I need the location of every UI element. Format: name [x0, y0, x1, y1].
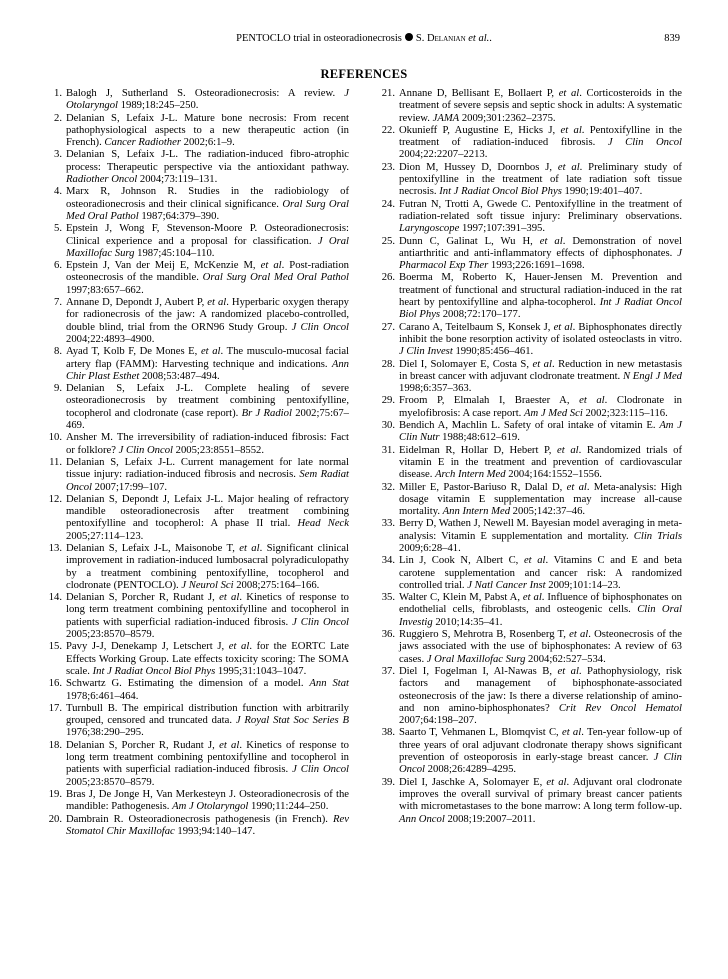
reference-item: [377, 199, 682, 236]
reference-number: 31.: [381, 444, 395, 456]
reference-item: [44, 703, 349, 740]
reference-journal: J Royal Stat Soc Series B: [235, 715, 349, 727]
reference-etal: et al: [539, 235, 563, 247]
reference-item: [44, 346, 349, 383]
reference-journal: J Oral Maxillofac Surg: [66, 235, 349, 259]
reference-journal: JAMA: [432, 112, 460, 124]
reference-number: 9.: [54, 383, 62, 395]
reference-number: 21.: [381, 88, 395, 99]
reference-item: [377, 236, 682, 273]
reference-text: Diel I, Solomayer E, Costa S, et al. Reduction in new metastasis in breast cancer with adjuvant clodronate treatment. N Engl J Med 1998;6:357–363.: [399, 358, 683, 395]
reference-text: Dion M, Hussey D, Doornbos J, et al. Preliminary study of pentoxifylline in the treatment of late radiation soft tissue necrosis. Int J Radiat Oncol Biol Phys 1990;19:401–407.: [399, 161, 682, 198]
reference-number: 38.: [381, 727, 395, 739]
reference-number: 1.: [54, 88, 62, 99]
reference-item: [377, 125, 682, 162]
reference-number: 22.: [381, 124, 395, 136]
running-title: PENTOCLO trial in osteoradionecrosis S. Delanian et al..: [236, 33, 492, 44]
reference-item: [44, 186, 349, 223]
reference-text: Delanian S, Porcher R, Rudant J, et al. Kinetics of response to long term treatment combining pentoxifylline and tocopherol in patients with superficial radiation-induced fibrosis. J Clin Oncol 2005;23:8570–8579.: [66, 592, 349, 641]
reference-journal: J Clin Invest: [399, 346, 453, 358]
reference-text: Delanian S, Lefaix J-L. Complete healing of severe osteoradionecrosis by treatment combining pentoxifylline, tocopherol and clodronate (case report). Br J Radiol 2002;75:67–469.: [66, 383, 349, 432]
reference-text: Balogh J, Sutherland S. Osteoradionecrosis: A review. J Otolaryngol 1989;18:245–250.: [66, 88, 349, 112]
reference-number: 4.: [54, 186, 62, 198]
reference-item: [377, 482, 682, 519]
reference-item: [44, 383, 349, 432]
reference-text: Ansher M. The irreversibility of radiation-induced fibrosis: Fact or folklore? J Clin Oncol 2005;23:8551–8552.: [66, 432, 349, 456]
reference-number: 17.: [48, 702, 62, 714]
reference-text: Walter C, Klein M, Pabst A, et al. Influence of biphosphonates on endothelial cells, fibroblasts, and osteogenic cells. Clin Oral Investig 2010;14:35–41.: [399, 592, 682, 628]
reference-journal: J Neurol Sci: [181, 579, 234, 591]
reference-text: Schwartz G. Estimating the dimension of a model. Ann Stat 1978;6:461–464.: [66, 678, 349, 702]
reference-journal: J Clin Oncol: [399, 752, 682, 776]
reference-number: 32.: [381, 481, 395, 493]
reference-text: Carano A, Teitelbaum S, Konsek J, et al. Biphosphonates directly inhibit the bone resorption activity of isolated osteoclasts in vitro. J Clin Invest 1990;85:456–461.: [399, 321, 682, 358]
reference-journal: Am J Med Sci: [524, 407, 583, 419]
reference-text: Delanian S, Lefaix J-L. Current management for late normal tissue injury: radiation-induced fibrosis and necrosis. Sem Radiat Oncol 2007;17:99–107.: [66, 456, 349, 493]
reference-text: Marx R, Johnson R. Studies in the radiobiology of osteoradionecrosis and their clinical significance. Oral Surg Oral Med Oral Pathol 1987;64:379–390.: [66, 186, 349, 222]
reference-number: 30.: [381, 420, 395, 432]
reference-journal: Laryngoscope: [399, 223, 460, 235]
reference-item: [377, 162, 682, 199]
reference-journal: Ann Stat: [309, 678, 349, 690]
reference-text: Diel I, Fogelman I, Al-Nawas B, et al. Pathophysiology, risk factors and management of biphosphonate-associated osteonecrosis of the jaw: Is there a diverse relationship of amino- and non amino-biphosphonates? Crit Rev Oncol Hematol 2007;64:198–207.: [399, 665, 682, 727]
reference-text: Lin J, Cook N, Albert C, et al. Vitamins C and E and beta carotene supplementation and cancer risk: A randomized controlled trial. J Natl Cancer Inst 2009;101:14–23.: [399, 555, 682, 591]
reference-etal: et al: [239, 542, 260, 554]
reference-text: Diel I, Jaschke A, Solomayer E, et al. Adjuvant oral clodronate improves the overall survival of primary breast cancer patients with micrometastases to the bone marrow: A long term follow-up. Ann Oncol 2008;19:2007–2011.: [399, 776, 683, 825]
reference-item: [44, 223, 349, 260]
reference-item: [377, 395, 682, 420]
reference-journal: J Pharmacol Exp Ther: [399, 247, 682, 272]
reference-item: [377, 518, 682, 555]
page-number: 839: [664, 33, 680, 44]
reference-etal: et al: [219, 592, 240, 604]
page-header: [44, 33, 684, 49]
reference-etal: et al: [532, 358, 552, 370]
reference-number: 12.: [48, 493, 62, 505]
reference-journal: Radiother Oncol: [66, 174, 138, 186]
reference-journal: Sem Radiat Oncol: [66, 469, 349, 493]
reference-item: [377, 666, 682, 727]
reference-item: [44, 814, 349, 839]
reference-journal: Crit Rev Oncol Hematol: [558, 702, 682, 714]
reference-item: [44, 297, 349, 346]
reference-journal: Oral Surg Oral Med Oral Pathol: [66, 198, 349, 222]
reference-etal: et al: [579, 395, 605, 407]
reference-number: 25.: [381, 235, 395, 247]
reference-text: Delanian S, Porcher R, Rudant J, et al. Kinetics of response to long term treatment combining pentoxifylline and tocopherol in patients with superficial radiation-induced fibrosis. J Clin Oncol 2005;23:8570–8579.: [66, 739, 349, 788]
reference-number: 18.: [48, 739, 62, 751]
reference-item: [44, 789, 349, 814]
reference-journal: J Otolaryngol: [66, 88, 349, 112]
reference-etal: et al: [546, 776, 567, 788]
reference-item: [44, 740, 349, 789]
reference-item: [377, 272, 682, 321]
reference-text: Delanian S, Depondt J, Lefaix J-L. Major healing of refractory mandible osteoradionecrosis after treatment combining pentoxifylline and tocopherol: A phase II trial. Head Neck 2005;27:114–123.: [66, 493, 349, 542]
reference-number: 37.: [381, 665, 395, 677]
reference-journal: N Engl J Med: [622, 370, 682, 382]
reference-text: Bras J, De Jonge H, Van Merkesteyn J. Osteoradionecrosis of the mandible: Pathogenesis. Am J Otolaryngol 1990;11:244–250.: [66, 788, 349, 813]
reference-journal: Int J Radiat Oncol Biol Phys: [92, 665, 216, 677]
reference-text: Ayad T, Kolb F, De Mones E, et al. The musculo-mucosal facial artery flap (FAMM): Harvesting technique and indications. Ann Chir Plast Esthet 2008;53:487–494.: [66, 346, 349, 382]
reference-etal: et al: [569, 629, 589, 641]
reference-number: 10.: [48, 432, 62, 444]
reference-number: 26.: [381, 272, 395, 284]
reference-etal: et al: [200, 346, 221, 358]
reference-item: [377, 88, 682, 125]
reference-journal: Ann Oncol: [399, 813, 445, 825]
reference-item: [377, 777, 682, 826]
reference-number: 14.: [48, 592, 62, 604]
reference-text: Pavy J-J, Denekamp J, Letschert J, et al. for the EORTC Late Effects Working Group. Late effects toxicity scoring: The SOMA scale. Int J Radiat Oncol Biol Phys 1995;31:1043–1047.: [66, 641, 349, 677]
reference-journal: J Clin Oncol: [118, 444, 173, 456]
reference-journal: J Clin Oncol: [607, 137, 682, 149]
reference-text: Delanian S, Lefaix J-L, Maisonobe T, et al. Significant clinical improvement in radiation-induced lumbosacral polyradiculopathy by a treatment combining pentoxifylline, tocopherol and clodronate (PENTOCLO). J Neurol Sci 2008;275:164–166.: [66, 542, 349, 591]
reference-text: Okunieff P, Augustine E, Hicks J, et al. Pentoxifylline in the treatment of radiation-induced fibrosis. J Clin Oncol 2004;22:2207–2213.: [399, 124, 682, 161]
reference-item: [377, 592, 682, 629]
reference-text: Boerma M, Roberto K, Hauer-Jensen M. Prevention and treatment of functional and structural radiation-induced in the rat heart by pentoxifylline and alpha-tocopherol. Int J Radiat Oncol Biol Phys 2008;72:170–177.: [399, 272, 682, 321]
reference-number: 19.: [48, 788, 62, 800]
reference-number: 16.: [48, 678, 62, 690]
reference-item: [44, 678, 349, 703]
reference-text: Futran N, Trotti A, Gwede C. Pentoxifylline in the treatment of radiation-related soft tissue injury: Preliminary observations. Laryngoscope 1997;107:391–395.: [399, 198, 682, 235]
reference-journal: J Clin Oncol: [292, 616, 349, 628]
reference-etal: et al: [219, 739, 240, 751]
references-column-right: [377, 88, 682, 826]
reference-item: [44, 113, 349, 150]
reference-item: [44, 592, 349, 641]
reference-number: 29.: [381, 395, 395, 407]
reference-number: 3.: [54, 149, 62, 161]
reference-item: [377, 322, 682, 359]
reference-item: [377, 727, 682, 776]
reference-item: [44, 260, 349, 297]
reference-journal: Cancer Radiother: [104, 137, 181, 149]
reference-number: 2.: [54, 112, 62, 124]
running-title-text: PENTOCLO trial in osteoradionecrosis: [236, 33, 402, 44]
running-title-author: S. Delanian: [415, 33, 466, 44]
reference-journal: Br J Radiol: [241, 407, 292, 419]
reference-text: Dambrain R. Osteoradionecrosis pathogenesis (in French). Rev Stomatol Chir Maxillofac 1993;94:140–147.: [66, 813, 349, 837]
reference-number: 28.: [381, 358, 395, 370]
reference-text: Delanian S, Lefaix J-L. Mature bone necrosis: From recent pathophysiological aspects to a new therapeutic action (in French). Cancer Radiother 2002;6:1–9.: [66, 112, 349, 149]
reference-etal: et al: [553, 321, 573, 333]
reference-journal: Am J Clin Nutr: [399, 420, 682, 444]
reference-number: 11.: [49, 456, 62, 468]
reference-number: 35.: [381, 592, 395, 604]
reference-text: Annane D, Depondt J, Aubert P, et al. Hyperbaric oxygen therapy for radionecrosis of the jaw: A randomized placebo-controlled, double blind, trial from the ORN96 Study Group. J Clin Oncol 2004;22:4893–4900.: [66, 297, 349, 345]
reference-number: 5.: [54, 223, 62, 235]
reference-etal: et al: [558, 88, 580, 99]
reference-etal: et al: [557, 161, 580, 173]
reference-number: 24.: [381, 198, 395, 210]
reference-item: [377, 420, 682, 445]
reference-text: Epstein J, Van der Meij E, McKenzie M, et al. Post-radiation osteonecrosis of the mandible. Oral Surg Oral Med Oral Pathol 1997;83:657–662.: [66, 260, 349, 296]
reference-journal: Arch Intern Med: [435, 469, 506, 481]
reference-number: 6.: [54, 260, 62, 272]
reference-journal: Clin Oral Investig: [399, 604, 682, 628]
reference-journal: Am J Otolaryngol: [172, 801, 249, 813]
reference-journal: Ann Intern Med: [442, 506, 511, 518]
references-heading: REFERENCES: [320, 67, 408, 81]
reference-journal: Rev Stomatol Chir Maxillofac: [66, 813, 349, 837]
reference-etal: et al: [523, 555, 546, 567]
reference-etal: et al: [228, 641, 250, 653]
reference-etal: et al: [561, 727, 582, 739]
reference-etal: et al: [260, 260, 282, 272]
reference-journal: Oral Surg Oral Med Oral Pathol: [202, 272, 349, 284]
running-title-etal: et al.: [468, 33, 490, 44]
reference-number: 33.: [381, 518, 395, 530]
reference-number: 27.: [381, 321, 395, 333]
reference-text: Berry D, Wathen J, Newell M. Bayesian model averaging in meta-analysis: Vitamin E supplementation and mortality. Clin Trials 2009;6:28–41.: [399, 518, 682, 554]
reference-text: Eidelman R, Hollar D, Hebert P, et al. Randomized trials of vitamin E in the treatment and prevention of cardiovascular disease. Arch Intern Med 2004;164:1552–1556.: [399, 444, 683, 481]
reference-text: Delanian S, Lefaix J-L. The radiation-induced fibro-atrophic process: Therapeutic perspective via the antioxidant pathway. Radiother Oncol 2004;73:119–131.: [66, 149, 349, 186]
reference-text: Annane D, Bellisant E, Bollaert P, et al. Corticosteroids in the treatment of severe sepsis and septic shock in adults: A systematic review. JAMA 2009;301:2362–2375.: [399, 88, 682, 124]
reference-text: Dunn C, Galinat L, Wu H, et al. Demonstration of novel antiarthritic and anti-inflammatory effects of diphosphonates. J Pharmacol Exp Ther 1993;226:1691–1698.: [399, 235, 682, 272]
reference-etal: et al: [557, 665, 579, 677]
reference-journal: Int J Radiat Oncol Biol Phys: [399, 297, 682, 321]
reference-item: [44, 494, 349, 543]
reference-text: Froom P, Elmalah I, Braester A, et al. Clodronate in myelofibrosis: A case report. Am J Med Sci 2002;323:115–116.: [399, 395, 682, 419]
reference-number: 13.: [48, 542, 62, 554]
reference-journal: J Oral Maxillofac Surg: [426, 653, 526, 665]
reference-item: [44, 543, 349, 592]
reference-number: 20.: [48, 813, 62, 825]
reference-etal: et al: [207, 297, 227, 309]
reference-journal: Ann Chir Plast Esthet: [66, 358, 349, 382]
reference-text: Miller E, Pastor-Bariuso R, Dalal D, et al. Meta-analysis: High dosage vitamin E supplementation may increase all-cause mortality. Ann Intern Med 2005;142:37–46.: [399, 481, 682, 518]
reference-item: [44, 641, 349, 678]
reference-journal: J Natl Cancer Inst: [467, 579, 546, 591]
reference-journal: Head Neck: [297, 518, 349, 530]
reference-text: Saarto T, Vehmanen L, Blomqvist C, et al. Ten-year follow-up of three years of oral adjuvant clodronate therapy shows significant prevention of osteoporosis in early-stage breast cancer. J Clin Oncol 2008;26:4289–4295.: [399, 727, 682, 776]
reference-text: Turnbull B. The empirical distribution function with arbitrarily grouped, censored and truncated data. J Royal Stat Soc Series B 1976;38:290–295.: [66, 702, 349, 739]
reference-etal: et al: [566, 481, 587, 493]
reference-item: [44, 432, 349, 457]
reference-number: 36.: [381, 629, 395, 641]
reference-item: [44, 149, 349, 186]
reference-item: [377, 359, 682, 396]
reference-item: [377, 445, 682, 482]
bullet-icon: [405, 33, 413, 41]
reference-journal: Int J Radiat Oncol Biol Phys: [439, 186, 562, 198]
reference-text: Ruggiero S, Mehrotra B, Rosenberg T, et al. Osteonecrosis of the jaws associated with the use of biphosphonates: A review of 63 cases. J Oral Maxillofac Surg 2004;62:527–534.: [399, 629, 682, 665]
reference-number: 23.: [381, 161, 395, 173]
reference-item: [377, 629, 682, 666]
reference-number: 39.: [381, 776, 395, 788]
reference-number: 34.: [381, 555, 395, 567]
reference-item: [44, 457, 349, 494]
reference-item: [44, 88, 349, 113]
reference-number: 7.: [54, 297, 62, 309]
reference-journal: J Clin Oncol: [291, 321, 349, 333]
reference-etal: et al: [560, 124, 582, 136]
reference-etal: et al: [557, 444, 579, 456]
reference-number: 8.: [54, 346, 62, 358]
references-column-left: [44, 88, 349, 838]
reference-text: Bendich A, Machlin L. Safety of oral intake of vitamin E. Am J Clin Nutr 1988;48:612–619.: [399, 420, 682, 444]
reference-journal: J Clin Oncol: [292, 764, 349, 776]
reference-item: [377, 555, 682, 592]
reference-text: Epstein J, Wong F, Stevenson-Moore P. Osteoradionecrosis: Clinical experience and a proposal for classification. J Oral Maxillofac Surg 1987;45:104–110.: [66, 223, 349, 259]
reference-journal: Clin Trials: [633, 530, 682, 542]
reference-etal: et al: [522, 592, 542, 604]
reference-number: 15.: [48, 641, 62, 653]
